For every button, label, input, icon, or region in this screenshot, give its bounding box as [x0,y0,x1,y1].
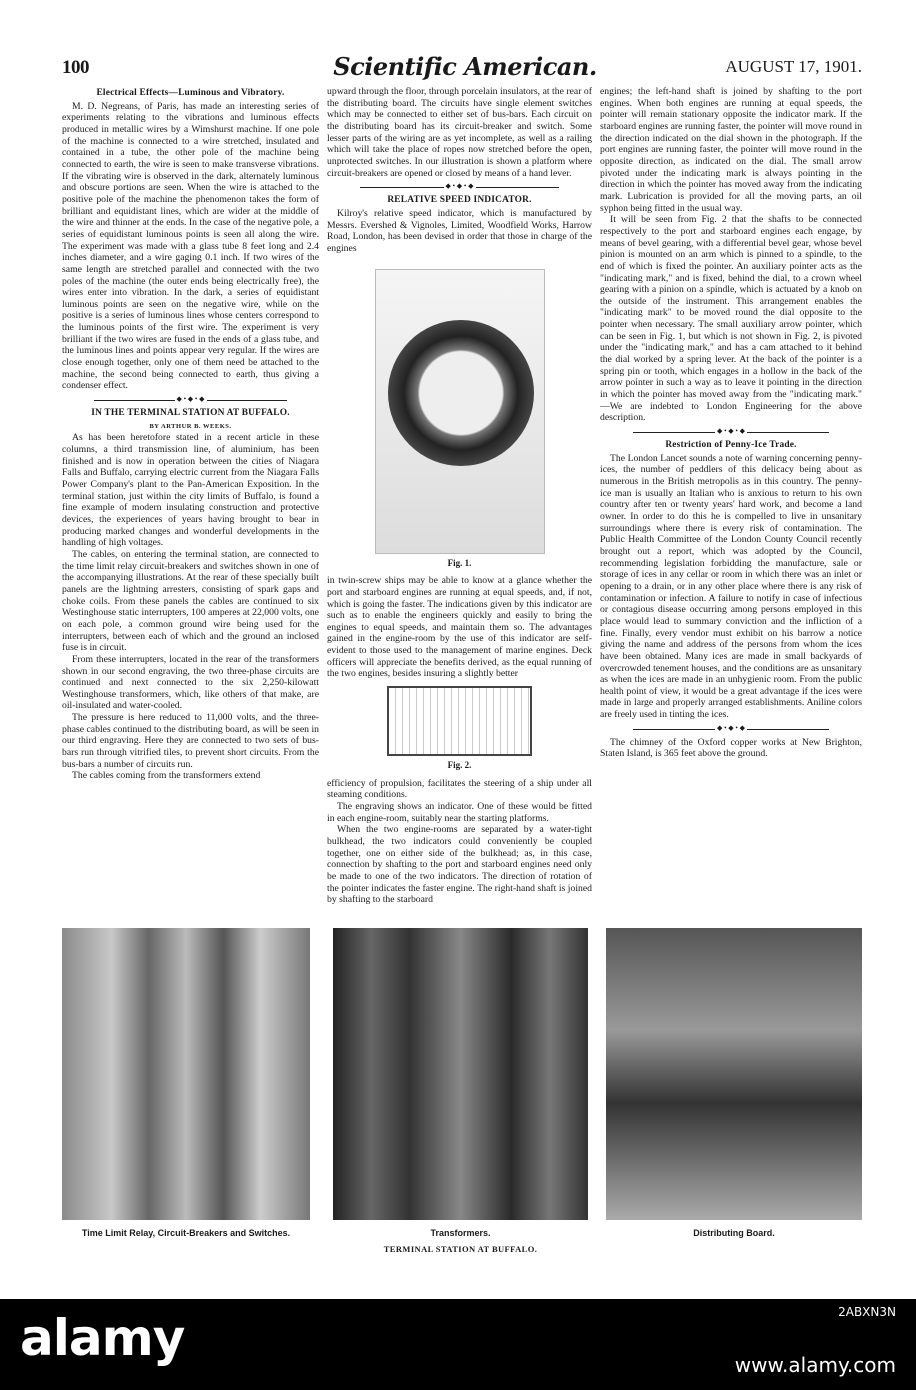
paragraph: The chimney of the Oxford copper works at New Brighton, Staten Island, is 365 feet above the ground. [600,736,862,760]
article-title: Electrical Effects—Luminous and Vibratory. [96,88,285,98]
paragraph: engines; the left-hand shaft is joined by shafting to the port engines. When both engines are running at equal speeds, the pointer will remain stationary opposite the indicator mark. If the starboard engines are running faster, the pointer will move round in the direction indicated on the dial shown in the photograph. If the port engines are running faster, the pointer will move round in the opposite direction, as indicated on the dial. The small arrow pivoted under the indicating mark is always pointing in the direction in which the pointer has moved away from the indicating mark. Lubrication is provided for all the moving parts, an oil syphon being fitted in the usual way. [600,86,862,214]
page-number: 100 [62,57,89,78]
article-title: RELATIVE SPEED INDICATOR. [387,195,532,206]
masthead: Scientific American. [333,52,597,81]
column-3 [600,86,862,760]
paragraph: It will be seen from Fig. 2 that the shafts to be connected respectively to the port and starboard engines each engage, by means of bevel gearing, with a differential bevel gear, whose bevel pinion is mounted on an arm which is pinned to a spindle, to the end of which is fixed the pointer. An auxiliary pointer acts as the "indicating mark," and is fixed, behind the dial, to a crown wheel gearing with a pinion on a spindle, which is actuated by a knob on the outside of the instrument. This arrangement enables the "indicating mark" to be moved round the dial opposite to the pointer when necessary. The small auxiliary arrow pointer, which can be seen in Fig. 1, but which is not shown in Fig. 2, is pivoted under the "indicating mark," and has a cam attached to it behind the dial worked by a spring lever. At the back of the pointer is a spring pin or tooth, which engages in a hollow in the back of the arrow pointer in such a way as to leave it pointing in the direction in which the pointer has moved away from the "indicating mark." —We are indebted to London Engineering for the above description. [600,214,862,424]
article-title: IN THE TERMINAL STATION AT BUFFALO. [91,408,290,419]
paragraph: The pressure is here reduced to 11,000 volts, and the three-phase cables continued to the distributing board, as will be seen in our third engraving. Here they are connected to two sets of bus-bars run through vitrified tiles, to prevent short circuits. From the bus-bars a number of circuits run. [62,712,319,770]
alamy-logo: alamy [20,1309,185,1367]
watermark-band [0,1299,916,1390]
photo-distributing-board [606,928,862,1220]
paragraph: The cables, on entering the terminal station, are connected to the time limit relay circuit-breakers and switches shown in one of the accompanying illustrations. At the rear of these specially built panels are the lightning arresters, consisting of spark gaps and choke coils. From these panels the cables are continued to six Westinghouse static interrupters, 100 amperes at 22,000 volts, one on each pole, a common ground wire being used for the interrupters, between each of which and the ground an inclosed fuse is in circuit. [62,548,319,654]
paragraph: upward through the floor, through porcelain insulators, at the rear of the distributing board. The circuits have single element switches which may be connected to either set of bus-bars. Each circuit on the distributing board has its circuit-breaker and switch. Some lesser parts of the wiring are as yet incomplete, as well as a railing which will take the place of ropes now stretched before the open, unprotected switches. In our illustration is shown a platform where circuit-breakers are opened or closed by means of a hand lever. [327,86,592,179]
paragraph: The cables coming from the transformers extend [72,770,261,782]
paragraph: efficiency of propulsion, facilitates the steering of a ship under all steaming conditions. [327,777,592,801]
column-1 [62,86,319,782]
column-2 [327,86,592,906]
figure-2-diagram [387,686,532,756]
paragraph: Kilroy's relative speed indicator, which is manufactured by Messrs. Evershed & Vignoles, Limited, Woodfield Works, Harrow Road, London, has been devised in order that those in charge of the engines [327,207,592,254]
paragraph: As has been heretofore stated in a recent article in these columns, a third transmission line, of aluminium, has been finished and is now in operation between the cities of Niagara Falls and Buffalo, carrying electric current from the Niagara Falls Power Company's plant to the Pan-American Exposition. In the terminal station, just within the city limits of Buffalo, is found a fine example of modern insulating construction and protective devices, the experiences of years having brought to bear in producing marked changes and wonderful developments in the handling of high voltages. [62,432,319,549]
divider [633,428,830,437]
article-title: Restriction of Penny-Ice Trade. [665,440,797,451]
byline: BY ARTHUR B. WEEKS. [149,422,232,430]
dial-gauge [388,320,534,466]
photo-transformers [333,928,588,1220]
group-caption: TERMINAL STATION AT BUFFALO. [383,1244,538,1254]
figure-1-speed-indicator [375,269,545,554]
photo-relay-switches [62,928,310,1220]
figure-caption: Fig. 2. [447,760,472,771]
paragraph: The London Lancet sounds a note of warning concerning penny-ices, the number of peddlers of this delicacy being about as numerous in the British metropolis as in this country. The penny-ice man is usually an Italian who is anxious to return to his own country after ten or twenty years' hard work, and become a land owner. In order to do this he is compelled to live in unsanitary surroundings where there is every risk of contamination. The Public Health Committee of the London County Council recently brought out a report, which was adopted by the Council, recommending legislation forbidding the manufacture, sale or storage of ices in any cellar or room in which there was an inlet or opening to a drain, or in any other place where there is any risk of contamination or infection. A failure to notify in case of infectious or contagious disease occurring among persons employed in this place would lead to summary conviction and the infliction of a fine. Finally, every vendor must exhibit on his barrow a notice giving the name and address of the persons from whom the ices have been obtained. Many ices are made in small backyards of overcrowded tenement houses, and the conditions are as unsanitary as when the ices are made in an unhygienic room. From the public health point of view, it would be a great advantage if the ices were made in large and properly arranged establishments. Aniline colors are freely used in tinting the ices. [600,452,862,721]
issue-date: AUGUST 17, 1901. [725,57,862,76]
divider [360,183,559,192]
photo-caption: Transformers. [430,1228,491,1238]
photo-caption: Distributing Board. [693,1228,775,1238]
image-id: 2ABXN3N [838,1305,896,1319]
paragraph: in twin-screw ships may be able to know at a glance whether the port and starboard engines are running at equal speeds, and, if not, which is going the faster. The indications given by this indicator are such as to enable the engineers quickly and easily to bring the engines to equal speeds, and maintain them so. The advantages gained in the engine-room by the use of this indicator are self-evident to those used to the management of marine engines. Deck officers will appreciate the benefits derived, as the equal running of the two engines, besides insuring a slightly better [327,575,592,680]
photo-caption: Time Limit Relay, Circuit-Breakers and Switches. [81,1228,291,1238]
divider [633,725,830,734]
paragraph: When the two engine-rooms are separated by a water-tight bulkhead, the two indicators could conveniently be coupled together, one on either side of the bulkhead; as, in this case, connection by shafting to the port and starboard engines need only be made to one of the two indicators. The direction of rotation of the pointer indicates the faster engine. The right-hand shaft is joined by shafting to the starboard [327,824,592,906]
paragraph: The engraving shows an indicator. One of these would be fitted in each engine-room, suitably near the starting platforms. [327,801,592,824]
paragraph: M. D. Negreans, of Paris, has made an interesting series of experiments relating to the vibrations and luminous effects produced in metallic wires by a Wimshurst machine. If one pole of the machine is connected to a wire stretched, insulated and contained in a tube, the other pole of the machine being connected to earth, the wire is seen to make transverse vibrations. If the vibrating wire is observed in the dark, alternately luminous and obscure portions are seen. When the wire is attached to the positive pole of the machine the phenomenon takes the form of brilliant and equidistant lines, which are wider at the middle of the wire and thinner at the ends. In the case of the negative pole, a series of equidistant luminous points is seen all along the wire. The experiment was made with a glass tube 8 feet long and 2.4 inches diameter, and a wire gaging 0.1 inch. If two wires of the same length are stretched parallel and connected with the two poles of the machine (the outer ends being electrically free), the wires enter into vibration. In the dark, a series of equidistant luminous points are seen on the negative wire, while on the positive is a series of luminous lines whose centers correspond to the luminous points of the first wire. The experiment is very brilliant if the two wires are fused in the ends of a glass tube, and the luminous lines and points appear very regular. If the wires are close enough together, only one of them need be attached to the machine, the second being connected to earth, thus giving a condenser effect. [62,100,319,392]
alamy-url: www.alamy.com [734,1353,896,1377]
divider [94,396,287,405]
figure-caption: Fig. 1. [447,557,472,568]
paragraph: From these interrupters, located in the rear of the transformers shown in our second engraving, the two three-phase circuits are continued and next connected to the six 2,250-kilowatt Westinghouse transformers, which, like others of that make, are oil-insulated and water-cooled. [62,653,319,712]
